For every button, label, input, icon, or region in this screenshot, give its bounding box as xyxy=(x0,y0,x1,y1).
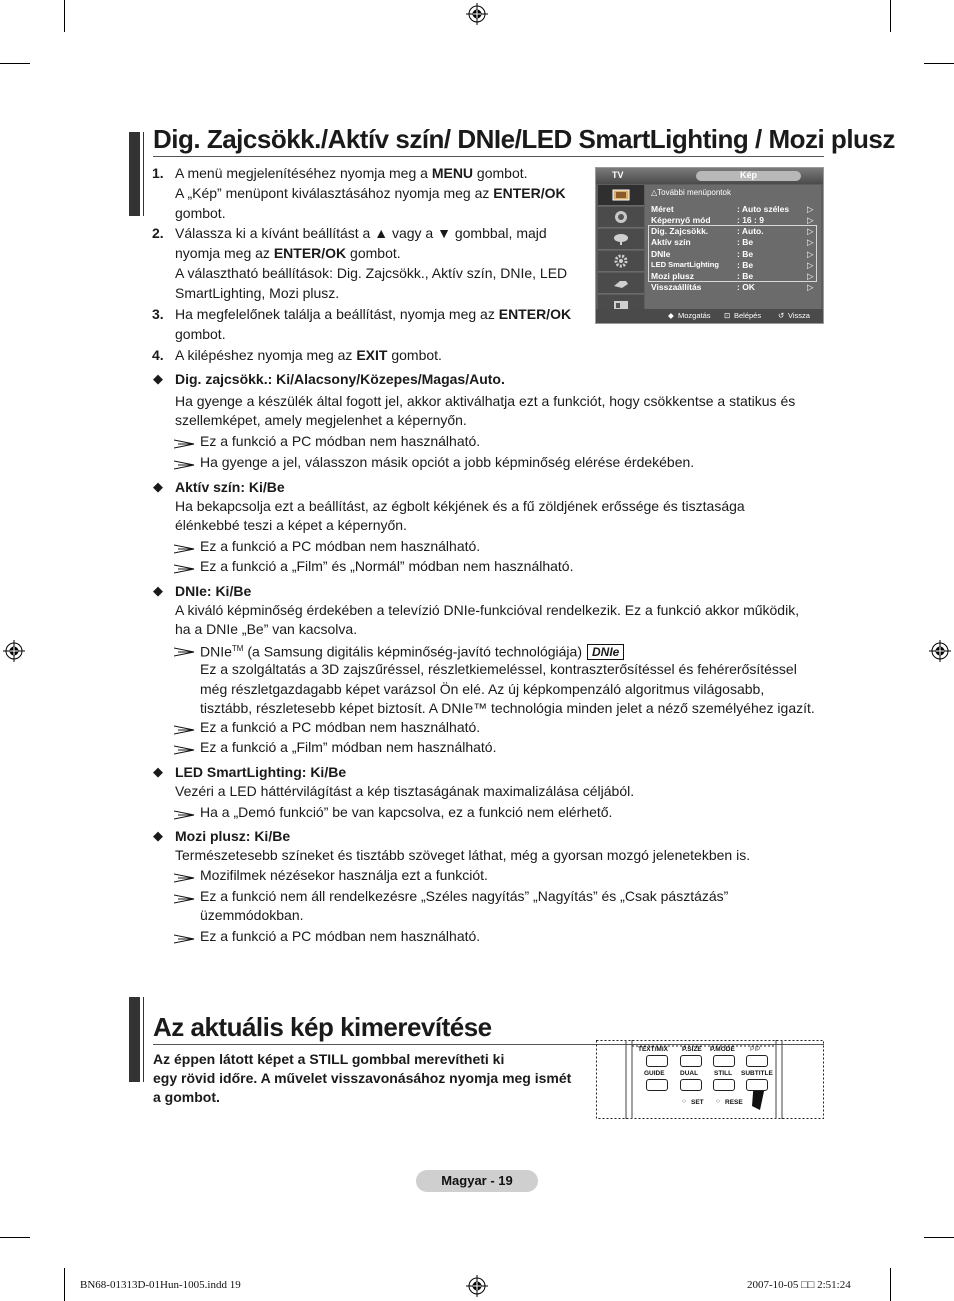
diamond-bullet-icon: ◆ xyxy=(153,764,163,779)
step-text: Válassza ki a kívánt beállítást a ▲ vagy a ▼ gombbal, majd xyxy=(175,225,547,241)
dnie-prefix: DNIe xyxy=(200,643,232,660)
enter-icon: ⊡ xyxy=(724,311,731,320)
crop-mark xyxy=(64,0,65,32)
note-arrow-icon xyxy=(174,742,196,752)
step-number: 4. xyxy=(152,347,164,363)
diamond-bullet-icon: ◆ xyxy=(153,479,163,494)
registration-mark-icon xyxy=(929,640,951,662)
menu-header xyxy=(596,168,823,184)
note-line: Ha a „Demó funkció” be van kapcsolva, ez a funkció nem elérhető. xyxy=(200,804,613,820)
dnie-description-line: tisztább, részletesebb képet biztosít. A DNIe™ technológia minden jelet a néző személyéhez igazít. xyxy=(200,700,815,716)
pmode-button[interactable] xyxy=(713,1055,735,1067)
menu-highlight-frame xyxy=(648,225,817,282)
reset-icon: ○ xyxy=(716,1098,720,1105)
guide-button[interactable] xyxy=(646,1079,668,1091)
menu-icon-input xyxy=(598,273,644,294)
note-arrow-icon xyxy=(174,807,196,817)
menu-footer xyxy=(596,309,823,323)
step-text: A választható beállítások: Dig. Zajcsökk., Aktív szín, DNIe, LED xyxy=(175,265,568,281)
bullet-body-line: szellemképet, amely megjelenhet a képernyőn. xyxy=(175,412,467,428)
registration-mark-icon xyxy=(3,640,25,662)
still-button[interactable] xyxy=(713,1079,735,1091)
remote-label-reset: RESE xyxy=(725,1099,743,1106)
menu-row-arrow-icon: ▷ xyxy=(807,249,814,259)
menu-title: Kép xyxy=(739,170,757,180)
note-arrow-icon xyxy=(174,541,196,551)
step-text: gombot. xyxy=(175,326,226,342)
note-arrow-icon xyxy=(174,870,196,880)
remote-label-textmix: TEXT/MIX xyxy=(638,1046,668,1053)
step-line xyxy=(175,243,401,263)
menu-row-value: : Auto széles xyxy=(737,204,790,214)
step-text: A menü megjelenítéséhez nyomja meg a xyxy=(175,165,432,181)
step-line xyxy=(175,183,566,203)
step-line xyxy=(175,263,567,283)
dnie-description-line: Ez a szolgáltatás a 3D zajszűréssel, részletkiemeléssel, kontraszterősítéssel és fehérerősítéssel xyxy=(200,661,797,677)
note-arrow-icon xyxy=(174,561,196,571)
note-line: Ez a funkció a PC módban nem használható. xyxy=(200,433,481,449)
diamond-bullet-icon: ◆ xyxy=(153,583,163,598)
bullet-body-line: élénkebbé teszi a képet a képernyőn. xyxy=(175,517,407,533)
step-text: gombot. xyxy=(175,205,226,221)
crop-mark xyxy=(890,0,891,32)
note-arrow-icon xyxy=(174,931,196,941)
remote-label-pmode: P.MODE xyxy=(710,1046,735,1053)
step-keyword: ENTER/OK xyxy=(493,185,566,201)
note-line: Ez a funkció a PC módban nem használható. xyxy=(200,719,481,735)
crop-mark xyxy=(64,1268,65,1301)
step-text: nyomja meg az xyxy=(175,245,274,261)
footer-move: Mozgatás xyxy=(678,311,711,320)
crop-mark xyxy=(924,1237,954,1238)
menu-row-arrow-icon: ▷ xyxy=(807,237,814,247)
menu-row-value: : Be xyxy=(737,260,754,270)
step-text: A „Kép” menüpont kiválasztásához nyomja meg az xyxy=(175,185,494,201)
still-paragraph-line: a gombot. xyxy=(153,1089,220,1105)
step-number: 1. xyxy=(152,165,164,181)
bullet-body-line: A kiváló képminőség érdekében a televízió DNIe-funkcióval rendelkezik. Ez a funkció akkor működik, xyxy=(175,602,800,618)
section-bar-line xyxy=(143,132,144,216)
step-number: 2. xyxy=(152,225,164,241)
step-text: gombot. xyxy=(473,165,528,181)
crop-mark xyxy=(0,1237,30,1238)
menu-row-value: : Auto. xyxy=(737,226,764,236)
bullet-body-line: Vezéri a LED háttérvilágítást a kép tisztaságának maximalizálása céljából. xyxy=(175,783,635,799)
step-line xyxy=(175,324,226,344)
dual-button[interactable] xyxy=(680,1079,702,1091)
remote-illustration xyxy=(596,1040,824,1119)
menu-row-label: Aktív szín xyxy=(651,237,691,247)
note-arrow-icon xyxy=(174,436,196,446)
bullet-title: DNIe: Ki/Be xyxy=(175,583,252,599)
sound-icon xyxy=(612,210,630,224)
step-line xyxy=(175,163,528,183)
bullet-body-line: ha a DNIe „Be” van kacsolva. xyxy=(175,621,358,637)
menu-icon-picture xyxy=(598,185,644,206)
step-number: 3. xyxy=(152,306,164,322)
step-keyword: ENTER/OK xyxy=(273,245,347,261)
menu-row-label: DNIe xyxy=(651,249,671,259)
step-text: gombot. xyxy=(387,347,442,363)
menu-row-label: Dig. Zajcsökk. xyxy=(651,226,709,236)
remote-label-psize: P.SIZE xyxy=(682,1046,702,1053)
bullet-body-line: Természetesebb színeket és tisztább szöveget láthat, még a gyorsan mozgó jelenetekben is. xyxy=(175,847,751,863)
pip-button[interactable] xyxy=(746,1055,768,1067)
note-line: Ez a funkció nem áll rendelkezésre „Széles nagyítás” „Nagyítás” és „Csak pásztázás” xyxy=(200,888,729,904)
note-arrow-icon xyxy=(174,722,196,732)
section-bar xyxy=(129,132,140,216)
menu-icon-setup xyxy=(598,251,644,272)
bullet-title: Mozi plusz: Ki/Be xyxy=(175,828,291,844)
menu-row-arrow-icon: ▷ xyxy=(807,215,814,225)
step-keyword: MENU xyxy=(431,165,474,181)
menu-row[interactable] xyxy=(651,204,819,215)
remote-label-still: STILL xyxy=(714,1070,733,1077)
still-paragraph-line: Az éppen látott képet a STILL gombbal merevítheti ki xyxy=(153,1051,505,1067)
step-line xyxy=(175,223,547,243)
note-line: Ha gyenge a jel, válasszon másik opciót a jobb képminőség elérése érdekében. xyxy=(200,454,695,470)
registration-mark-icon xyxy=(466,1275,488,1297)
bullet-title: LED SmartLighting: Ki/Be xyxy=(175,764,347,780)
step-text: Ha megfelelőnek találja a beállítást, nyomja meg az xyxy=(175,306,499,322)
menu-row-value: : 16 : 9 xyxy=(737,215,764,225)
menu-row-arrow-icon: ▷ xyxy=(807,226,814,236)
note-line: Ez a funkció a „Film” módban nem használható. xyxy=(200,739,497,755)
set-icon: ○ xyxy=(682,1098,686,1105)
section-bar-line xyxy=(143,997,144,1082)
file-slug: BN68-01313D-01Hun-1005.indd 19 xyxy=(80,1279,241,1291)
menu-row-label: LED SmartLighting xyxy=(651,260,719,269)
note-line: Mozifilmek nézésekor használja ezt a funkciót. xyxy=(200,867,488,883)
step-line xyxy=(175,283,339,303)
note-line: Ez a funkció a PC módban nem használható. xyxy=(200,928,481,944)
title-rule xyxy=(153,156,824,157)
note-arrow-icon xyxy=(174,891,196,901)
menu-icon-channel xyxy=(598,229,644,250)
menu-row-value: : Be xyxy=(737,249,754,259)
step-keyword: ENTER/OK xyxy=(498,306,572,322)
return-icon: ↺ xyxy=(778,311,785,320)
step-line xyxy=(175,304,571,324)
submenu-title: △További menüpontok xyxy=(651,188,731,197)
footer-enter: Belépés xyxy=(734,311,762,320)
menu-icon-sound xyxy=(598,207,644,228)
dnie-logo: DNIe xyxy=(587,644,624,660)
step-text: gombot. xyxy=(346,245,401,261)
note-line: üzemmódokban. xyxy=(200,907,304,923)
step-text: SmartLighting, Mozi plusz. xyxy=(175,285,340,301)
bullet-title: Dig. zajcsökk.: Ki/Alacsony/Közepes/Magas/Auto. xyxy=(175,371,505,387)
move-icon: ◆ xyxy=(668,311,674,320)
menu-row-value: : Be xyxy=(737,237,754,247)
menu-sidebar xyxy=(598,185,644,315)
textmix-button[interactable] xyxy=(646,1055,668,1067)
step-keyword: EXIT xyxy=(356,347,388,363)
menu-row-arrow-icon: ▷ xyxy=(807,260,814,270)
trademark-mark: TM xyxy=(231,644,244,653)
registration-mark-icon xyxy=(466,3,488,25)
remote-label-subtitle: SUBTITLE xyxy=(741,1070,773,1077)
remote-label-pip: PIP xyxy=(750,1046,761,1053)
bullet-body-line: Ha bekapcsolja ezt a beállítást, az égbolt kékjének és a fű zöldjének erőssége és tisztasága xyxy=(175,498,745,514)
crop-mark xyxy=(890,1268,891,1301)
note-line: Ez a funkció a „Film” és „Normál” módban nem használható. xyxy=(200,558,574,574)
still-paragraph-line: egy rövid időre. A művelet visszavonásához nyomja meg ismét xyxy=(153,1070,572,1086)
dnie-description-line: még részletgazdagabb képet varázsol Ön elé. Az új képkompenzáló algoritmus világosabb, xyxy=(200,680,765,697)
section-title: Dig. Zajcsökk./Aktív szín/ DNIe/LED SmartLighting / Mozi plusz xyxy=(153,124,895,154)
menu-row-value: : OK xyxy=(737,282,755,292)
tv-menu-screenshot xyxy=(595,167,824,324)
section-bar xyxy=(129,997,140,1082)
crop-mark xyxy=(924,63,954,64)
menu-row-label: Mozi plusz xyxy=(651,271,694,281)
section-title: Az aktuális kép kimerevítése xyxy=(153,1012,492,1042)
remote-label-guide: GUIDE xyxy=(644,1070,665,1077)
satellite-icon xyxy=(612,232,630,246)
psize-button[interactable] xyxy=(680,1055,702,1067)
note-arrow-icon xyxy=(174,644,196,654)
bullet-title: Aktív szín: Ki/Be xyxy=(175,479,285,495)
gear-icon xyxy=(612,254,630,268)
diamond-bullet-icon: ◆ xyxy=(153,828,163,843)
menu-row-label: Méret xyxy=(651,204,674,214)
menu-row-arrow-icon: ▷ xyxy=(807,204,814,214)
menu-tv-label: TV xyxy=(612,170,624,180)
dnie-description: (a Samsung digitális képminőség-javító technológiája) xyxy=(243,643,582,660)
step-line xyxy=(175,345,442,365)
step-text: A kilépéshez nyomja meg az xyxy=(175,347,357,363)
input-plug-icon xyxy=(612,276,630,290)
menu-row-label: Képernyő mód xyxy=(651,215,711,225)
menu-row-value: : Be xyxy=(737,271,754,281)
picture-icon xyxy=(612,188,630,202)
diamond-bullet-icon: ◆ xyxy=(153,371,163,386)
menu-row-arrow-icon: ▷ xyxy=(807,271,814,281)
remote-label-set: SET xyxy=(691,1099,704,1106)
note-arrow-icon xyxy=(174,457,196,467)
subtitle-button[interactable] xyxy=(746,1079,768,1091)
remote-label-dual: DUAL xyxy=(680,1070,699,1077)
menu-row[interactable] xyxy=(651,282,819,293)
bullet-body-line: Ha gyenge a készülék által fogott jel, akkor aktiválhatja ezt a funkciót, hogy csökkentse a statikus és xyxy=(175,393,796,409)
note-line: Ez a funkció a PC módban nem használható. xyxy=(200,538,481,554)
menu-row-label: Visszaállítás xyxy=(651,282,702,292)
date-slug: 2007-10-05 □□ 2:51:24 xyxy=(747,1279,851,1291)
menu-row-arrow-icon: ▷ xyxy=(807,282,814,292)
step-line xyxy=(175,203,226,223)
page-number-pill: Magyar - 19 xyxy=(416,1170,538,1192)
footer-back: Vissza xyxy=(788,311,810,320)
crop-mark xyxy=(0,63,30,64)
